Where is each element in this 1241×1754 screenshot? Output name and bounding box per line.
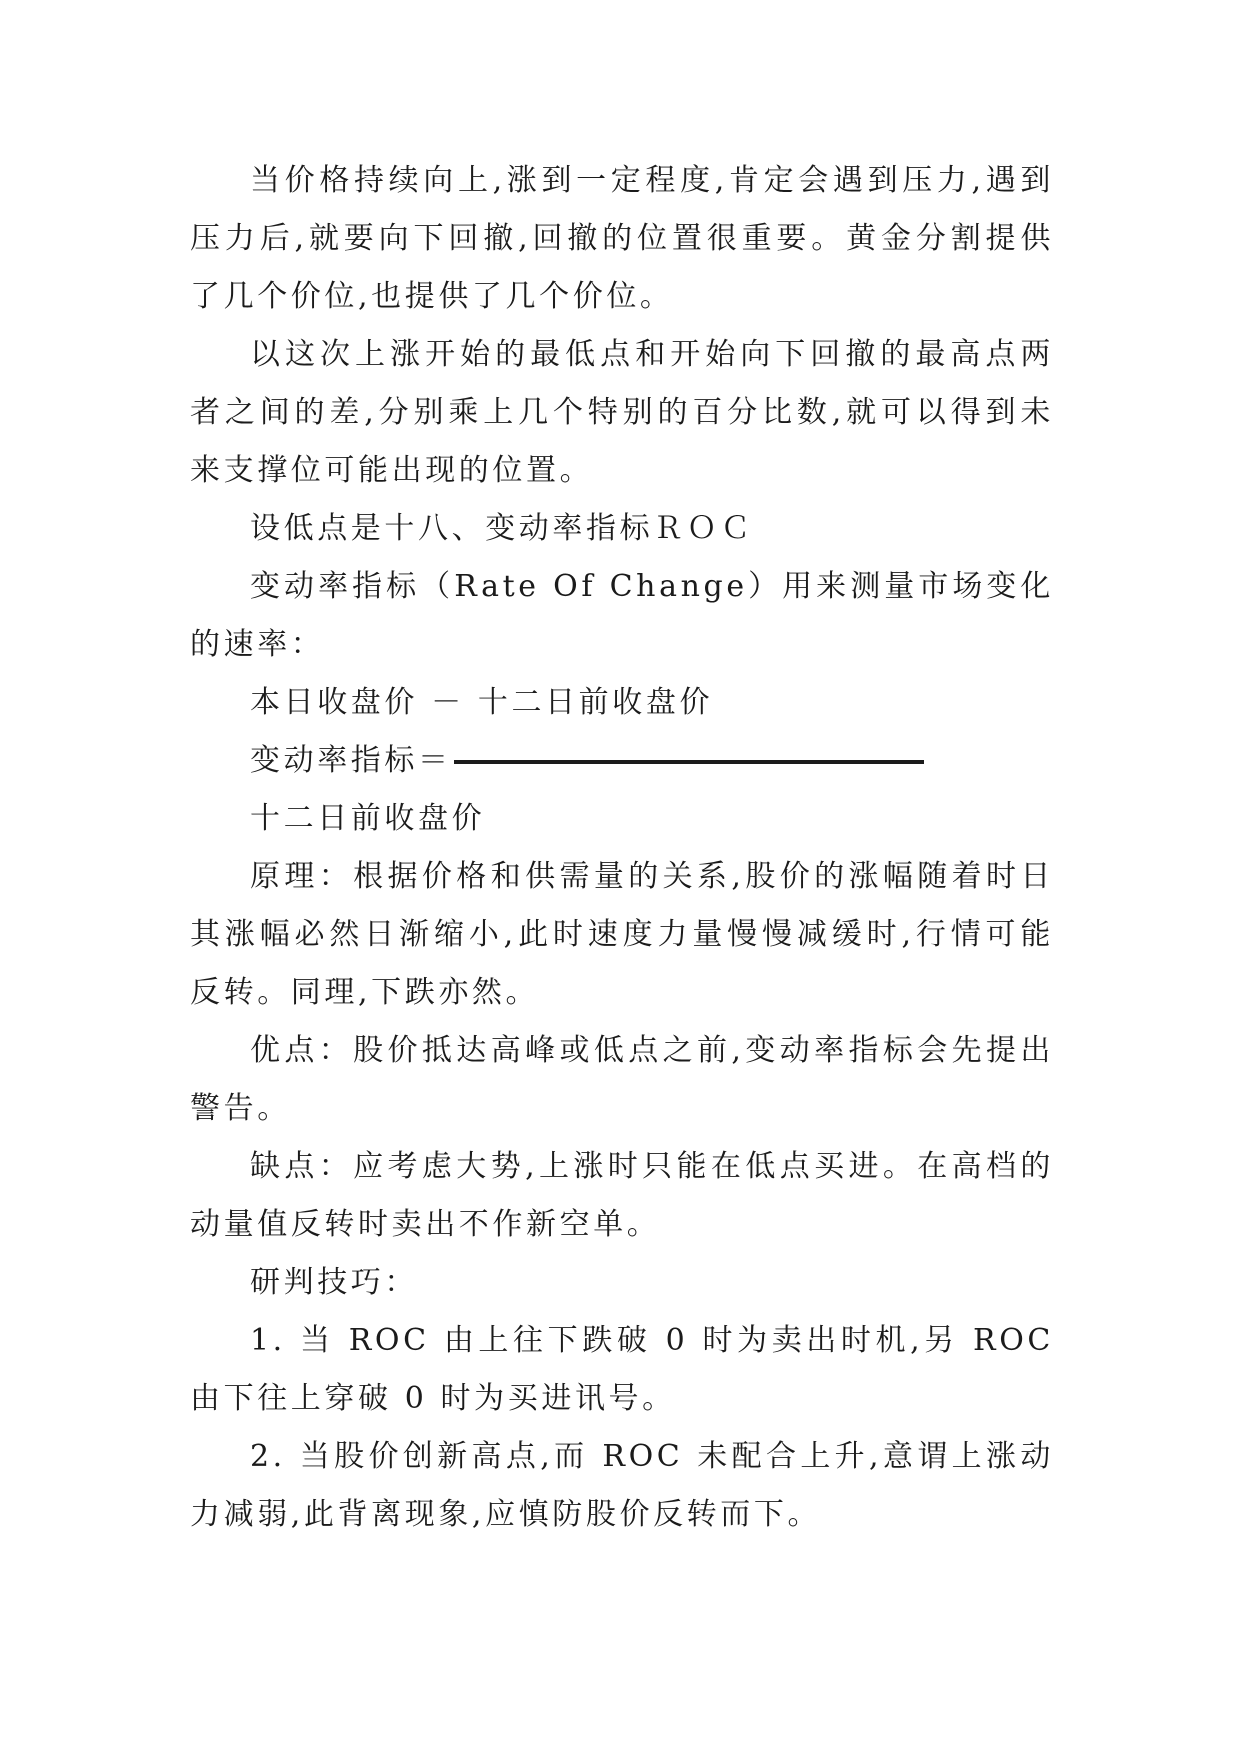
- paragraph-golden-ratio: 当价格持续向上,涨到一定程度,肯定会遇到压力,遇到压力后,就要向下回撤,回撤的位置很重要。黄金分割提供了几个价位,也提供了几个价位。: [190, 163, 1054, 314]
- paragraph-advantage: 优点：股价抵达高峰或低点之前,变动率指标会先提出警告。: [190, 1033, 1054, 1126]
- paragraph-disadvantage: 缺点：应考虑大势,上涨时只能在低点买进。在高档的动量值反转时卖出不作新空单。: [190, 1149, 1054, 1242]
- formula-main-line: [190, 732, 1054, 790]
- fraction-bar: [454, 760, 924, 764]
- paragraph-tip-1: 1. 当 ROC 由上往下跌破 0 时为卖出时机,另 ROC 由下往上穿破 0 时为买进讯号。: [190, 1323, 1054, 1416]
- paragraph-tips-heading: 研判技巧：: [250, 1265, 418, 1300]
- document-body: [190, 152, 1054, 1544]
- paragraph-roc-heading: 设低点是十八、变动率指标ＲＯＣ: [250, 511, 754, 546]
- paragraph-support-level: 以这次上涨开始的最低点和开始向下回撤的最高点两者之间的差,分别乘上几个特别的百分比数,就可以得到未来支撑位可能出现的位置。: [190, 337, 1054, 488]
- formula-denominator: 十二日前收盘价: [250, 801, 486, 836]
- paragraph-tip-2: 2. 当股价创新高点,而 ROC 未配合上升,意谓上涨动力减弱,此背离现象,应慎防股价反转而下。: [190, 1439, 1054, 1532]
- formula-label: 变动率指标＝: [250, 743, 452, 778]
- paragraph-principle: 原理：根据价格和供需量的关系,股价的涨幅随着时日其涨幅必然日渐缩小,此时速度力量慢慢减缓时,行情可能反转。同理,下跌亦然。: [190, 859, 1054, 1010]
- paragraph-roc-definition: 变动率指标（Rate Of Change）用来测量市场变化的速率：: [190, 569, 1054, 662]
- formula-numerator: 本日收盘价 － 十二日前收盘价: [250, 685, 714, 720]
